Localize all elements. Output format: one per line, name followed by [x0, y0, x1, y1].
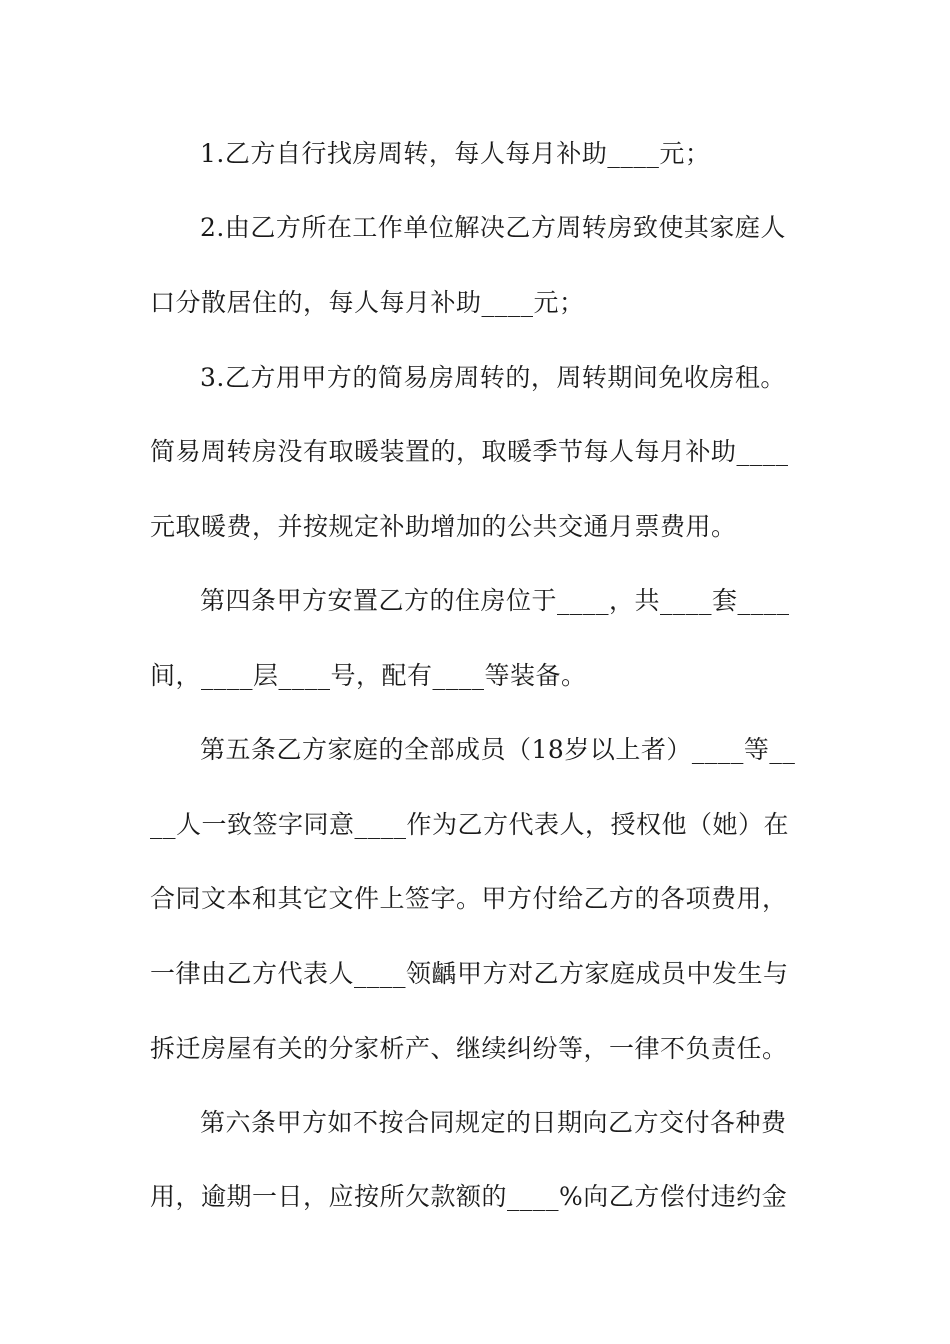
paragraph-line: __人一致签字同意____作为乙方代表人，授权他（她）在: [150, 810, 790, 839]
paragraph-line: 拆迁房屋有关的分家析产、继续纠纷等，一律不负责任。: [150, 1034, 788, 1063]
paragraph-line: 一律由乙方代表人____领齲甲方对乙方家庭成员中发生与: [150, 959, 789, 988]
paragraph-line: 2.由乙方所在工作单位解决乙方周转房致使其家庭人: [200, 213, 786, 242]
paragraph-line: 第五条乙方家庭的全部成员（18岁以上者）____等__: [200, 735, 796, 764]
paragraph-line: 口分散居住的，每人每月补助____元；: [150, 288, 585, 317]
paragraph-line: 简易周转房没有取暖装置的，取暖季节每人每月补助____: [150, 437, 789, 466]
paragraph-line: 1.乙方自行找房周转，每人每月补助____元；: [200, 139, 711, 168]
paragraph-line: 合同文本和其它文件上签字。甲方付给乙方的各项费用，: [150, 884, 788, 913]
paragraph-line: 3.乙方用甲方的简易房周转的，周转期间免收房租。: [200, 363, 786, 392]
paragraph-line: 第四条甲方安置乙方的住房位于____，共____套____: [200, 586, 790, 615]
paragraph-line: 间，____层____号，配有____等装备。: [150, 661, 587, 690]
paragraph-line: 元取暖费，并按规定补助增加的公共交通月票费用。: [150, 512, 737, 541]
paragraph-line: 用，逾期一日，应按所欠款额的____%向乙方偿付违约金: [150, 1182, 788, 1211]
paragraph-line: 第六条甲方如不按合同规定的日期向乙方交付各种费: [200, 1108, 787, 1137]
